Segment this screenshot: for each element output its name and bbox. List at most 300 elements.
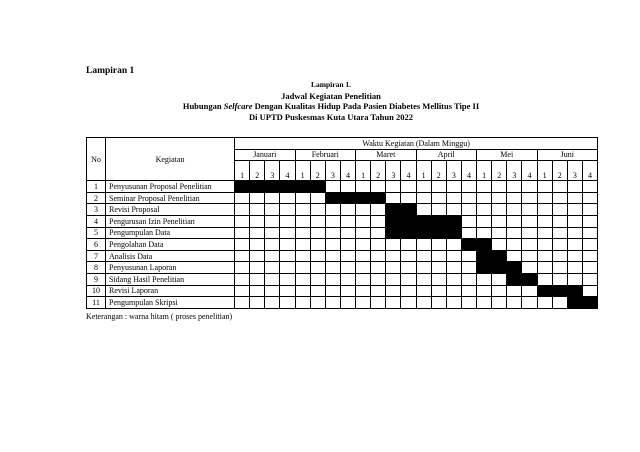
row-activity: Revisi Proposal (106, 204, 235, 216)
schedule-cell (265, 262, 280, 274)
schedule-cell (477, 297, 492, 309)
schedule-cell (431, 262, 446, 274)
row-number: 1 (87, 181, 106, 193)
schedule-cell-active (477, 250, 492, 262)
schedule-cell (386, 273, 401, 285)
schedule-cell (401, 239, 416, 251)
schedule-cell (235, 239, 250, 251)
heading-attachment-ref: Lampiran 1. (310, 80, 351, 89)
schedule-cell (310, 215, 325, 227)
schedule-cell (356, 262, 371, 274)
week-header: 4 (340, 161, 355, 181)
schedule-cell (552, 262, 567, 274)
schedule-cell (401, 181, 416, 193)
schedule-cell-active (567, 297, 582, 309)
table-row (87, 227, 598, 239)
schedule-cell (235, 215, 250, 227)
schedule-cell (356, 204, 371, 216)
schedule-cell (250, 285, 265, 297)
schedule-cell (265, 297, 280, 309)
schedule-cell (325, 250, 340, 262)
schedule-cell (371, 239, 386, 251)
schedule-cell (265, 192, 280, 204)
schedule-cell (280, 239, 295, 251)
schedule-cell (235, 250, 250, 262)
schedule-cell (431, 273, 446, 285)
schedule-cell (310, 239, 325, 251)
schedule-cell (522, 204, 537, 216)
schedule-cell (265, 285, 280, 297)
schedule-cell (325, 227, 340, 239)
schedule-cell (431, 239, 446, 251)
schedule-cell (567, 262, 582, 274)
schedule-cell (582, 250, 597, 262)
schedule-cell (492, 204, 507, 216)
schedule-cell (431, 192, 446, 204)
schedule-cell (492, 285, 507, 297)
schedule-cell (477, 192, 492, 204)
schedule-cell (401, 285, 416, 297)
heading-location: Di UPTD Puskesmas Kuta Utara Tahun 2022 (249, 111, 413, 122)
schedule-cell (522, 192, 537, 204)
schedule-cell (431, 285, 446, 297)
schedule-cell (250, 215, 265, 227)
schedule-cell (265, 227, 280, 239)
schedule-cell (537, 273, 552, 285)
schedule-cell (507, 227, 522, 239)
row-activity: Seminar Proposal Penelitian (106, 192, 235, 204)
week-header: 1 (477, 161, 492, 181)
schedule-cell (431, 181, 446, 193)
week-header: 2 (492, 161, 507, 181)
schedule-cell (310, 285, 325, 297)
schedule-cell (386, 297, 401, 309)
schedule-cell (280, 262, 295, 274)
week-header: 3 (507, 161, 522, 181)
table-row (87, 273, 598, 285)
week-header: 4 (461, 161, 476, 181)
attachment-label: Lampiran 1 (86, 66, 135, 76)
schedule-cell (250, 262, 265, 274)
schedule-cell (325, 181, 340, 193)
schedule-cell (567, 215, 582, 227)
week-header: 1 (295, 161, 310, 181)
heading-title: Jadwal Kegiatan Penelitian (281, 90, 381, 101)
schedule-cell (537, 192, 552, 204)
week-header: 2 (310, 161, 325, 181)
schedule-cell-active (477, 239, 492, 251)
header-no: No (87, 138, 106, 181)
schedule-cell (446, 262, 461, 274)
schedule-cell-active (386, 227, 401, 239)
month-header: Januari (235, 149, 296, 161)
schedule-cell (537, 297, 552, 309)
schedule-cell (522, 181, 537, 193)
schedule-cell (401, 192, 416, 204)
schedule-cell (461, 204, 476, 216)
week-header: 4 (401, 161, 416, 181)
schedule-cell-active (522, 273, 537, 285)
schedule-cell (310, 250, 325, 262)
schedule-cell (522, 250, 537, 262)
schedule-cell (295, 239, 310, 251)
month-header: Februari (295, 149, 356, 161)
table-row (87, 297, 598, 309)
schedule-cell (416, 250, 431, 262)
schedule-cell-active (401, 204, 416, 216)
schedule-cell (340, 181, 355, 193)
schedule-cell (325, 215, 340, 227)
schedule-cell (340, 285, 355, 297)
schedule-cell (250, 192, 265, 204)
schedule-cell (325, 204, 340, 216)
schedule-cell (280, 285, 295, 297)
schedule-cell (416, 204, 431, 216)
schedule-cell (416, 285, 431, 297)
week-header: 2 (552, 161, 567, 181)
table-row (87, 204, 598, 216)
schedule-cell (235, 285, 250, 297)
row-number: 4 (87, 215, 106, 227)
schedule-cell (250, 297, 265, 309)
schedule-cell (371, 204, 386, 216)
week-header: 3 (325, 161, 340, 181)
week-header: 3 (265, 161, 280, 181)
schedule-cell (310, 297, 325, 309)
schedule-cell (507, 215, 522, 227)
schedule-cell (340, 215, 355, 227)
schedule-cell (552, 204, 567, 216)
schedule-cell (295, 192, 310, 204)
schedule-cell (492, 239, 507, 251)
schedule-cell (295, 297, 310, 309)
schedule-cell (295, 285, 310, 297)
schedule-cell (461, 273, 476, 285)
schedule-cell (265, 273, 280, 285)
schedule-cell (477, 215, 492, 227)
schedule-cell (567, 273, 582, 285)
week-header: 4 (582, 161, 597, 181)
row-activity: Pengurusan Izin Penelitian (106, 215, 235, 227)
schedule-cell (552, 273, 567, 285)
schedule-cell (401, 262, 416, 274)
schedule-cell (235, 262, 250, 274)
schedule-cell (386, 181, 401, 193)
row-activity: Sidang Hasil Penelitian (106, 273, 235, 285)
schedule-cell-active (325, 192, 340, 204)
schedule-cell (340, 297, 355, 309)
schedule-cell (235, 227, 250, 239)
schedule-cell (446, 273, 461, 285)
schedule-cell (371, 181, 386, 193)
schedule-cell (582, 192, 597, 204)
schedule-cell-active (371, 192, 386, 204)
schedule-cell (250, 239, 265, 251)
schedule-cell (507, 285, 522, 297)
schedule-cell (310, 204, 325, 216)
row-number: 11 (87, 297, 106, 309)
schedule-cell (446, 192, 461, 204)
schedule-cell (537, 227, 552, 239)
schedule-cell (567, 239, 582, 251)
schedule-cell (325, 273, 340, 285)
schedule-cell (371, 215, 386, 227)
schedule-cell (295, 262, 310, 274)
schedule-cell (461, 297, 476, 309)
schedule-cell (522, 215, 537, 227)
schedule-cell (477, 285, 492, 297)
schedule-cell (582, 181, 597, 193)
schedule-cell (250, 204, 265, 216)
schedule-cell (431, 204, 446, 216)
schedule-cell (537, 262, 552, 274)
schedule-cell (371, 227, 386, 239)
schedule-cell (552, 181, 567, 193)
schedule-table (86, 137, 598, 309)
week-header: 1 (537, 161, 552, 181)
schedule-cell (567, 227, 582, 239)
schedule-cell (477, 181, 492, 193)
week-header: 1 (416, 161, 431, 181)
schedule-cell (522, 285, 537, 297)
schedule-cell-active (310, 181, 325, 193)
row-number: 7 (87, 250, 106, 262)
month-header: Maret (356, 149, 417, 161)
month-header: Mei (477, 149, 538, 161)
schedule-cell (310, 192, 325, 204)
week-header: 3 (446, 161, 461, 181)
schedule-cell (522, 227, 537, 239)
schedule-cell-active (537, 285, 552, 297)
schedule-cell (492, 215, 507, 227)
week-header: 2 (250, 161, 265, 181)
schedule-cell (356, 181, 371, 193)
schedule-cell (340, 227, 355, 239)
row-number: 5 (87, 227, 106, 239)
schedule-cell (537, 181, 552, 193)
row-activity: Penyusunan Proposal Penelitian (106, 181, 235, 193)
legend-note: Keterangan : warna hitam ( proses penelitian) (86, 312, 233, 321)
table-row (87, 285, 598, 297)
schedule-cell (461, 227, 476, 239)
table-row (87, 181, 598, 193)
schedule-cell (356, 273, 371, 285)
schedule-cell (492, 273, 507, 285)
schedule-cell (416, 239, 431, 251)
schedule-cell (582, 273, 597, 285)
schedule-cell (507, 192, 522, 204)
schedule-cell (416, 297, 431, 309)
schedule-cell (552, 239, 567, 251)
month-header: Juni (537, 149, 598, 161)
schedule-cell (461, 250, 476, 262)
schedule-cell (477, 204, 492, 216)
month-header: April (416, 149, 477, 161)
schedule-cell (340, 204, 355, 216)
schedule-cell (401, 273, 416, 285)
schedule-cell (325, 239, 340, 251)
schedule-cell (461, 285, 476, 297)
schedule-cell (552, 192, 567, 204)
row-number: 9 (87, 273, 106, 285)
table-row (87, 192, 598, 204)
schedule-cell (386, 262, 401, 274)
schedule-cell (567, 250, 582, 262)
heading-subject-em: Selfcare (223, 101, 253, 111)
schedule-cell-active (582, 297, 597, 309)
schedule-cell (582, 262, 597, 274)
schedule-cell (446, 181, 461, 193)
table-row (87, 262, 598, 274)
schedule-cell (371, 250, 386, 262)
week-header: 2 (371, 161, 386, 181)
schedule-cell (280, 297, 295, 309)
schedule-cell-active (235, 181, 250, 193)
schedule-cell (582, 239, 597, 251)
schedule-cell (522, 297, 537, 309)
schedule-cell (371, 285, 386, 297)
schedule-cell (371, 297, 386, 309)
row-number: 6 (87, 239, 106, 251)
schedule-cell (280, 227, 295, 239)
schedule-cell-active (431, 215, 446, 227)
schedule-cell (537, 204, 552, 216)
schedule-cell (235, 192, 250, 204)
week-header: 1 (356, 161, 371, 181)
schedule-cell-active (446, 215, 461, 227)
schedule-cell-active (446, 227, 461, 239)
schedule-cell (250, 227, 265, 239)
heading-subject-post: Dengan Kualitas Hidup Pada Pasien Diabetes Mellitus Tipe II (252, 101, 480, 111)
row-activity: Pengumpulan Skripsi (106, 297, 235, 309)
schedule-cell (416, 273, 431, 285)
schedule-cell (582, 215, 597, 227)
row-number: 10 (87, 285, 106, 297)
row-activity: Pengolahan Data (106, 239, 235, 251)
schedule-cell (401, 297, 416, 309)
schedule-cell (325, 285, 340, 297)
week-header: 3 (386, 161, 401, 181)
schedule-cell (265, 239, 280, 251)
schedule-cell (356, 250, 371, 262)
schedule-cell (235, 204, 250, 216)
schedule-cell (461, 192, 476, 204)
schedule-cell (280, 215, 295, 227)
schedule-cell (522, 239, 537, 251)
schedule-cell (492, 227, 507, 239)
schedule-cell (371, 273, 386, 285)
schedule-cell (250, 250, 265, 262)
schedule-cell (446, 297, 461, 309)
schedule-cell-active (295, 181, 310, 193)
schedule-cell (340, 250, 355, 262)
schedule-cell (552, 250, 567, 262)
schedule-cell-active (265, 181, 280, 193)
schedule-cell (310, 227, 325, 239)
schedule-cell-active (250, 181, 265, 193)
header-time: Waktu Kegiatan (Dalam Minggu) (235, 138, 598, 150)
schedule-cell (265, 204, 280, 216)
table-row (87, 215, 598, 227)
schedule-cell (371, 262, 386, 274)
schedule-cell (356, 285, 371, 297)
header-activity: Kegiatan (106, 138, 235, 181)
schedule-cell (522, 262, 537, 274)
schedule-cell (582, 227, 597, 239)
schedule-cell-active (401, 227, 416, 239)
schedule-cell-active (416, 215, 431, 227)
schedule-cell (461, 262, 476, 274)
schedule-cell (416, 262, 431, 274)
schedule-cell (295, 250, 310, 262)
week-header: 2 (431, 161, 446, 181)
schedule-cell (340, 262, 355, 274)
schedule-cell (386, 285, 401, 297)
schedule-cell (537, 215, 552, 227)
schedule-cell (386, 192, 401, 204)
schedule-cell-active (386, 204, 401, 216)
schedule-cell (507, 204, 522, 216)
document-heading (0, 80, 640, 122)
schedule-cell (461, 181, 476, 193)
row-activity: Pengumpulan Data (106, 227, 235, 239)
schedule-cell (295, 204, 310, 216)
schedule-cell (567, 192, 582, 204)
schedule-cell (356, 227, 371, 239)
schedule-cell (431, 250, 446, 262)
schedule-cell (552, 227, 567, 239)
schedule-cell-active (492, 262, 507, 274)
row-number: 2 (87, 192, 106, 204)
schedule-cell (446, 285, 461, 297)
week-header: 4 (280, 161, 295, 181)
schedule-cell (386, 250, 401, 262)
row-number: 3 (87, 204, 106, 216)
schedule-cell (552, 215, 567, 227)
schedule-cell (477, 273, 492, 285)
week-header: 3 (567, 161, 582, 181)
schedule-cell (416, 192, 431, 204)
schedule-cell (446, 239, 461, 251)
schedule-cell (356, 297, 371, 309)
schedule-cell (401, 250, 416, 262)
row-activity: Penyusunan Laporan (106, 262, 235, 274)
week-header: 4 (522, 161, 537, 181)
schedule-cell-active (567, 285, 582, 297)
schedule-cell-active (507, 273, 522, 285)
row-activity: Analisis Data (106, 250, 235, 262)
schedule-cell (280, 204, 295, 216)
schedule-cell (356, 215, 371, 227)
schedule-cell (340, 239, 355, 251)
schedule-cell (492, 192, 507, 204)
schedule-cell (446, 250, 461, 262)
schedule-cell (507, 239, 522, 251)
schedule-cell-active (401, 215, 416, 227)
schedule-cell (582, 285, 597, 297)
schedule-cell-active (461, 239, 476, 251)
schedule-cell (537, 239, 552, 251)
schedule-cell (461, 215, 476, 227)
schedule-cell-active (552, 285, 567, 297)
table-row (87, 239, 598, 251)
schedule-cell (295, 273, 310, 285)
schedule-cell-active (431, 227, 446, 239)
week-header: 1 (235, 161, 250, 181)
schedule-cell (416, 181, 431, 193)
schedule-cell (431, 297, 446, 309)
schedule-cell (280, 250, 295, 262)
